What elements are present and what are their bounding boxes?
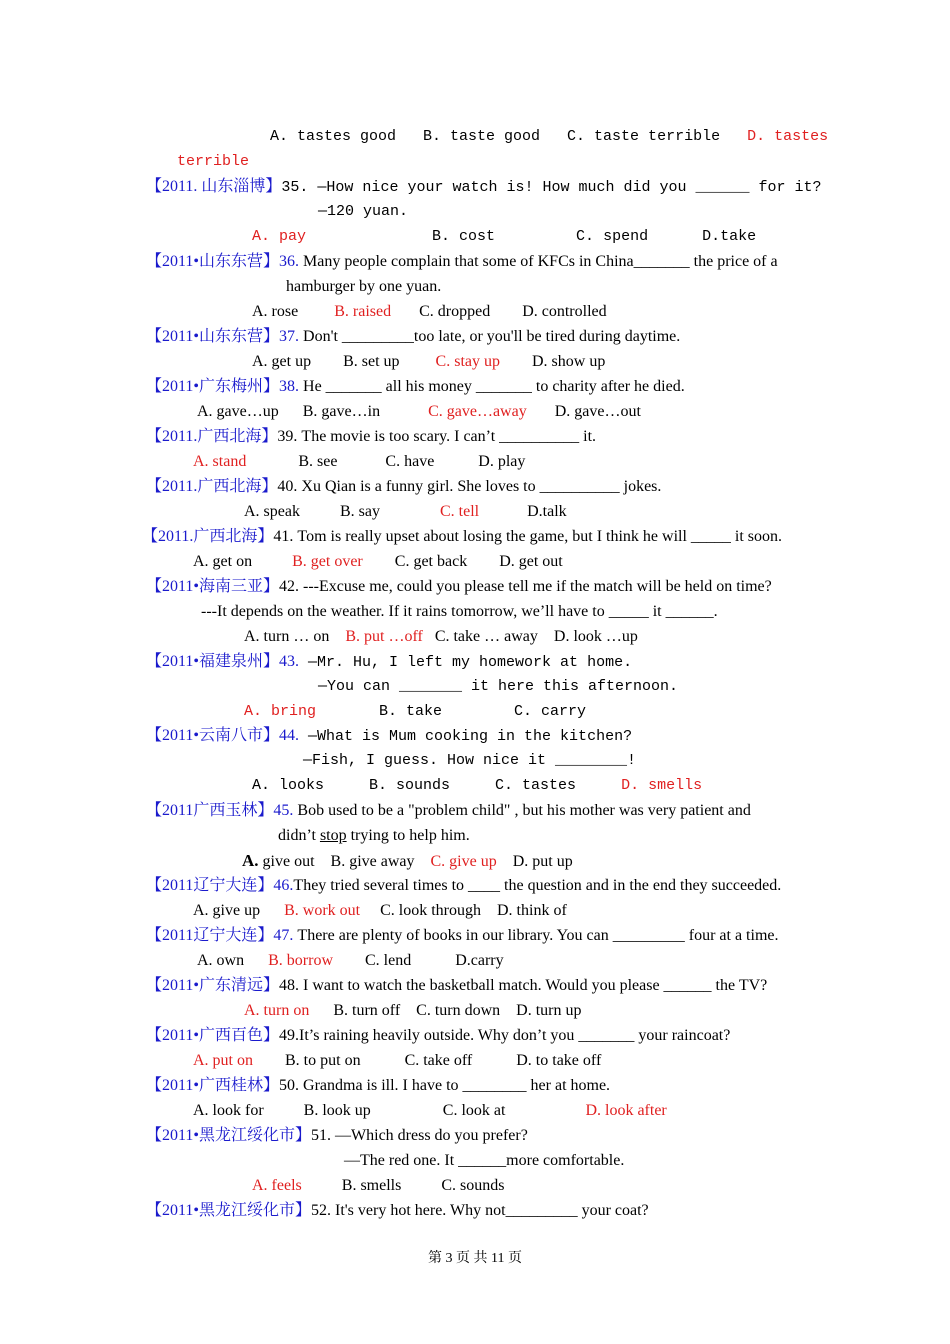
text-line <box>146 1201 649 1221</box>
text-line <box>146 726 632 747</box>
answer-option: A. turn on <box>244 1002 310 1019</box>
line-text: hamburger by one yuan. <box>286 278 442 295</box>
line-text: C. lend D.carry <box>333 952 504 969</box>
answer-option: B. raised <box>334 303 392 320</box>
line-text: C. get back D. get out <box>362 553 563 570</box>
answer-option: D. tastes <box>747 128 829 145</box>
text-line <box>252 352 605 372</box>
text-line <box>244 627 638 647</box>
text-line <box>270 127 828 147</box>
source-tag: 【2011•黑龙江绥化市】 <box>146 1127 312 1144</box>
line-text: —120 yuan. <box>318 203 409 220</box>
text-line <box>244 502 567 522</box>
line-text: A. look for B. look up C. look at <box>193 1102 586 1119</box>
answer-option: D. smells <box>621 777 703 794</box>
text-line <box>142 527 782 547</box>
line-text: —Fish, I guess. How nice it ________! <box>303 752 637 769</box>
line-text: C. take … away D. look …up <box>422 628 638 645</box>
text-line <box>252 776 702 796</box>
text-line <box>252 302 607 322</box>
line-text: A. turn … on <box>244 628 346 645</box>
source-tag: 【2011•黑龙江绥化市】 <box>146 1202 312 1219</box>
source-tag: 【2011.广西北海】 <box>146 428 278 445</box>
line-text: 40. Xu Qian is a funny girl. She loves to __________ jokes. <box>277 478 662 495</box>
text-line <box>146 1126 528 1146</box>
answer-option: A. feels <box>252 1177 302 1194</box>
text-line <box>146 1026 730 1046</box>
line-text: C. dropped D. controlled <box>391 303 607 320</box>
text-line <box>177 152 249 172</box>
line-text: C. look through D. think of <box>360 902 567 919</box>
line-text: They tried several times to ____ the question and in the end they succeeded. <box>293 877 782 894</box>
answer-option: B. get over <box>292 553 363 570</box>
text-line <box>193 1101 667 1121</box>
answer-option: terrible <box>177 153 250 170</box>
source-tag: 【2011.广西北海】 <box>142 528 274 545</box>
line-text: —Mr. Hu, I left my homework at home. <box>299 654 633 671</box>
text-line <box>318 677 678 697</box>
line-text: A. gave…up B. gave…in <box>197 403 429 420</box>
line-text: 49.It’s raining heavily outside. Why don’t you _______ your raincoat? <box>279 1027 731 1044</box>
line-text: 39. The movie is too scary. I can’t __________ it. <box>277 428 597 445</box>
line-text: A. give up <box>193 902 285 919</box>
source-tag: 【2011•云南八市】44. <box>146 727 300 744</box>
answer-option: C. tell <box>439 503 480 520</box>
answer-option: A. put on <box>193 1052 253 1069</box>
text-line <box>146 926 779 946</box>
line-text: D. put up <box>496 853 573 870</box>
page-footer: 第 3 页 共 11 页 <box>428 1251 522 1266</box>
text-line <box>344 1151 624 1171</box>
text-line <box>197 951 504 971</box>
text-line <box>146 1076 610 1096</box>
answer-option: C. gave…away <box>428 403 527 420</box>
line-text: Many people complain that some of KFCs in China_______ the price of a <box>299 253 778 270</box>
line-text: B. smells C. sounds <box>301 1177 505 1194</box>
line-text: —The red one. It ______more comfortable. <box>344 1152 625 1169</box>
line-text: A. own <box>197 952 269 969</box>
answer-option: C. stay up <box>435 353 500 370</box>
answer-option: A. stand <box>193 453 247 470</box>
answer-option: D. look after <box>585 1102 667 1119</box>
line-text: B. see C. have D. play <box>246 453 526 470</box>
line-text: —What is Mum cooking in the kitchen? <box>299 728 633 745</box>
text-line <box>193 901 567 921</box>
text-line <box>244 1001 581 1021</box>
line-text: A. rose <box>252 303 335 320</box>
source-tag: 【2011.广西北海】 <box>146 478 278 495</box>
text-line <box>146 876 781 896</box>
text-line <box>242 851 573 872</box>
source-tag: 【2011辽宁大连】46. <box>146 877 294 894</box>
answer-option: A. bring <box>244 703 317 720</box>
text-line <box>193 1051 601 1071</box>
line-text: stop <box>319 827 347 844</box>
line-text: D. show up <box>500 353 606 370</box>
line-text: trying to help him. <box>346 827 470 844</box>
line-text: 52. It's very hot here. Why not_________ your coat? <box>311 1202 649 1219</box>
line-text: A. speak B. say <box>244 503 440 520</box>
answer-option: A. pay <box>252 228 307 245</box>
source-tag: 【2011•海南三亚】 <box>146 578 280 595</box>
source-tag: 【2011•山东东营】36. <box>146 253 300 270</box>
line-text: B. to put on C. take off D. to take off <box>253 1052 602 1069</box>
line-text: ---It depends on the weather. If it rains tomorrow, we’ll have to _____ it ______. <box>201 603 718 620</box>
text-line <box>278 826 470 846</box>
text-line <box>197 402 641 422</box>
line-text: 50. Grandma is ill. I have to ________ her at home. <box>279 1077 611 1094</box>
source-tag: 【2011•广西桂林】 <box>146 1077 280 1094</box>
text-line <box>244 702 586 722</box>
text-line <box>252 1176 504 1196</box>
source-tag: 【2011辽宁大连】47. <box>146 927 294 944</box>
text-line <box>286 277 441 297</box>
source-tag: 【2011•山东东营】37. <box>146 328 300 345</box>
text-line <box>252 227 756 247</box>
line-text: 41. Tom is really upset about losing the game, but I think he will _____ it soon. <box>273 528 783 545</box>
line-text: Bob used to be a "problem child" , but his mother was very patient and <box>293 802 751 819</box>
text-line <box>201 602 718 622</box>
line-text: 35. —How nice your watch is! How much did you ______ for it? <box>281 179 822 196</box>
text-line <box>146 577 772 597</box>
source-tag: 【2011•福建泉州】43. <box>146 653 300 670</box>
text-line <box>303 751 636 771</box>
line-text: A. get up B. set up <box>252 353 436 370</box>
line-text: give out B. give away <box>258 853 431 870</box>
text-line <box>146 177 822 198</box>
line-text: A. get on <box>193 553 293 570</box>
line-text: D. gave…out <box>526 403 641 420</box>
text-line <box>318 202 408 222</box>
answer-option: B. borrow <box>268 952 333 969</box>
source-tag: 【2011•广西百色】 <box>146 1027 280 1044</box>
line-text: D.talk <box>479 503 567 520</box>
line-text: He _______ all his money _______ to charity after he died. <box>299 378 685 395</box>
line-text: A. <box>242 851 259 870</box>
line-text: didn’t <box>278 827 320 844</box>
answer-option: B. work out <box>284 902 361 919</box>
text-line <box>146 976 767 996</box>
text-line <box>146 377 685 397</box>
source-tag: 【2011. 山东淄博】 <box>146 178 282 195</box>
text-line <box>146 327 680 347</box>
line-text: B. cost C. spend D.take <box>306 228 757 245</box>
text-line <box>146 427 596 447</box>
line-text: 42. ---Excuse me, could you please tell me if the match will be held on time? <box>279 578 772 595</box>
line-text: A. tastes good B. taste good C. taste terrible <box>270 128 748 145</box>
line-text: 48. I want to watch the basketball match. Would you please ______ the TV? <box>279 977 768 994</box>
text-line <box>146 652 632 673</box>
line-text: A. looks B. sounds C. tastes <box>252 777 622 794</box>
text-line <box>193 552 563 572</box>
line-text: B. turn off C. turn down D. turn up <box>309 1002 582 1019</box>
line-text: —You can _______ it here this afternoon. <box>318 678 679 695</box>
text-line <box>193 452 525 472</box>
line-text: Don't _________too late, or you'll be tired during daytime. <box>299 328 681 345</box>
line-text: 51. —Which dress do you prefer? <box>311 1127 528 1144</box>
text-line <box>146 477 661 497</box>
source-tag: 【2011•广东清远】 <box>146 977 280 994</box>
line-text: There are plenty of books in our library. You can _________ four at a time. <box>293 927 779 944</box>
source-tag: 【2011•广东梅州】38. <box>146 378 300 395</box>
text-line <box>146 801 751 821</box>
answer-option: B. put …off <box>345 628 423 645</box>
text-line <box>146 252 778 272</box>
line-text: B. take C. carry <box>316 703 587 720</box>
source-tag: 【2011广西玉林】45. <box>146 802 294 819</box>
answer-option: C. give up <box>430 853 497 870</box>
